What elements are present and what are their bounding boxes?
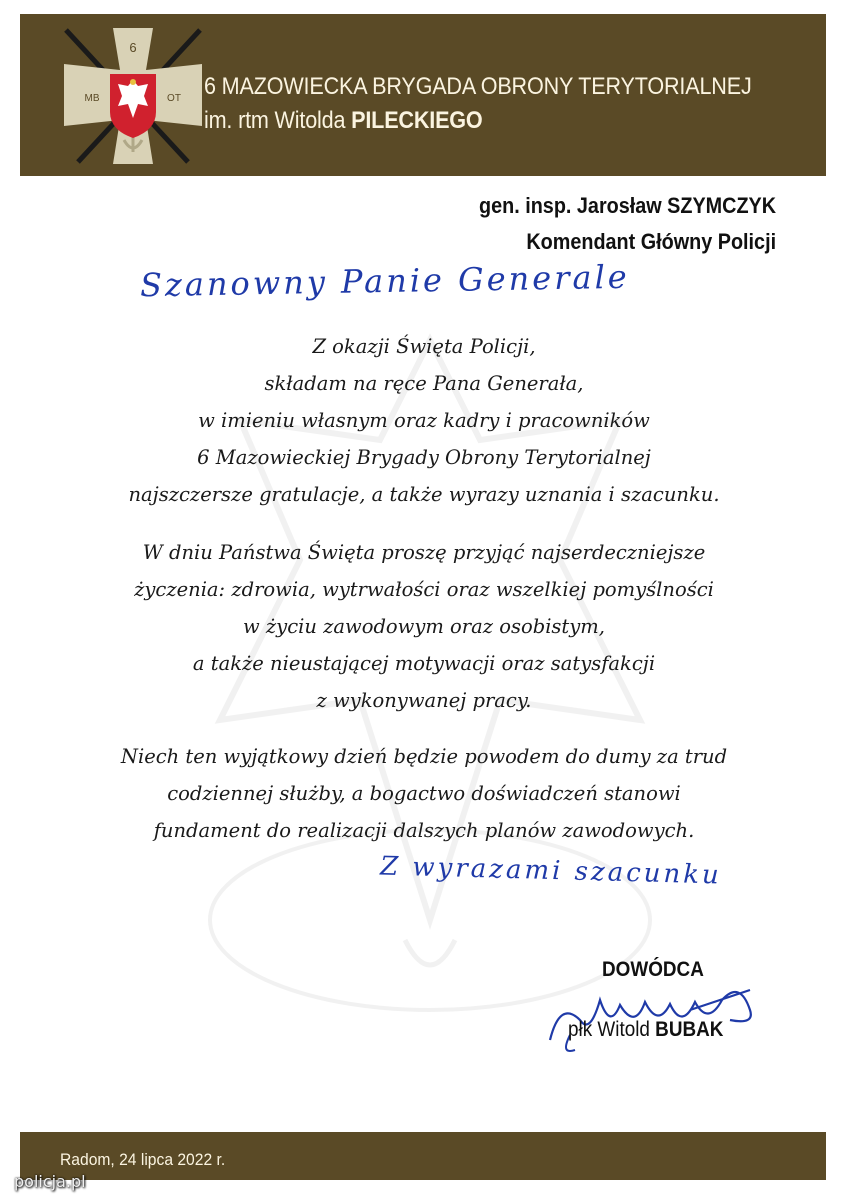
paragraph-line: a także nieustającej motywacji oraz satysfakcji xyxy=(192,652,656,675)
paragraph-line: Z okazji Święta Policji, xyxy=(312,335,536,358)
paragraph-line: w imieniu własnym oraz kadry i pracowników xyxy=(198,409,650,432)
emblem-left-text: MB xyxy=(84,93,100,104)
handwritten-closing: Z wyrazami szacunku xyxy=(379,851,723,891)
brigade-emblem-icon xyxy=(58,22,208,170)
addressee-block xyxy=(479,188,776,260)
paragraph-line: w życiu zawodowym oraz osobistym, xyxy=(243,615,605,638)
signer-prefix: płk Witold xyxy=(568,1018,656,1041)
signer-surname: BUBAK xyxy=(655,1018,724,1041)
paragraph-line: codziennej służby, a bogactwo doświadczeń stanowi xyxy=(167,782,681,805)
addressee-title: Komendant Główny Policji xyxy=(526,229,776,254)
paragraph-2 xyxy=(40,534,808,719)
handwritten-greeting: Szanowny Panie Generale xyxy=(139,257,630,305)
unit-name-line-1: 6 MAZOWIECKA BRYGADA OBRONY TERYTORIALNEJ xyxy=(204,73,752,100)
paragraph-line: Niech ten wyjątkowy dzień będzie powodem do dumy za trud xyxy=(120,745,728,768)
signer-rank: DOWÓDCA xyxy=(602,958,704,981)
paragraph-line: z wykonywanej pracy. xyxy=(316,689,532,712)
header-band xyxy=(20,14,826,176)
paragraph-line: życzenia: zdrowia, wytrwałości oraz wszelkiej pomyślności xyxy=(134,578,714,601)
paragraph-line: najszczersze gratulacje, a także wyrazy uznania i szacunku. xyxy=(128,483,720,506)
signer-name xyxy=(568,1018,723,1042)
patron-prefix: im. rtm Witolda xyxy=(204,107,352,134)
emblem-number: 6 xyxy=(129,40,137,55)
unit-name-line-2 xyxy=(204,104,752,138)
paragraph-1 xyxy=(40,328,808,513)
place-date: Radom, 24 lipca 2022 r. xyxy=(60,1150,226,1169)
patron-surname: PILECKIEGO xyxy=(351,107,483,134)
paragraph-line: składam na ręce Pana Generała, xyxy=(264,372,584,395)
paragraph-line: fundament do realizacji dalszych planów zawodowych. xyxy=(153,819,695,842)
paragraph-line: 6 Mazowieckiej Brygady Obrony Terytorialnej xyxy=(197,446,651,469)
paragraph-line: W dniu Państwa Święta proszę przyjąć najserdeczniejsze xyxy=(142,541,706,564)
site-credit-watermark: policja.pl xyxy=(14,1172,86,1191)
unit-name xyxy=(204,70,752,138)
paragraph-3 xyxy=(40,738,808,849)
emblem-right-text: OT xyxy=(167,93,181,104)
addressee-name: gen. insp. Jarosław SZYMCZYK xyxy=(478,193,776,218)
